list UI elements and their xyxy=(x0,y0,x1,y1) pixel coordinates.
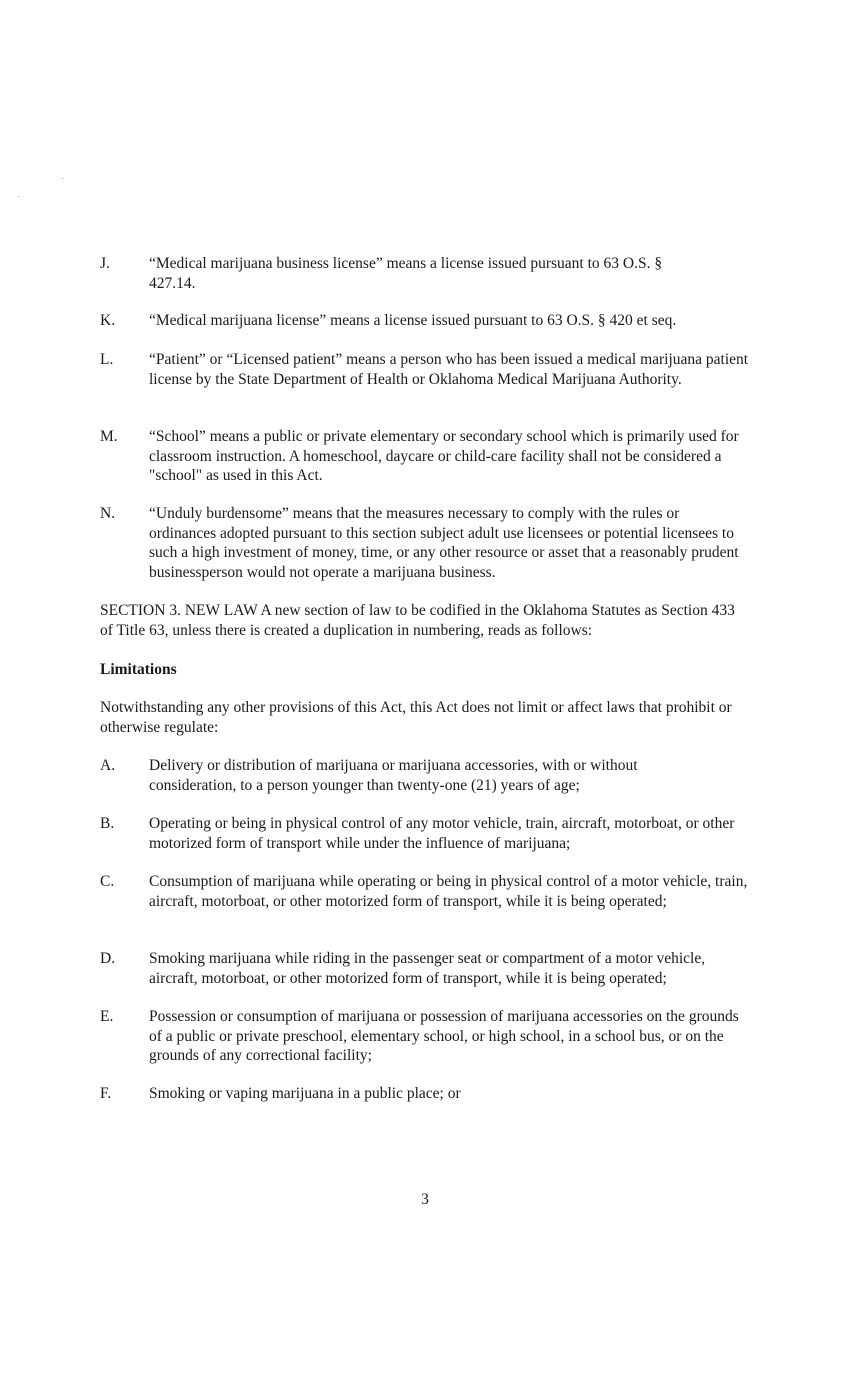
limitation-e xyxy=(100,1007,760,1066)
definition-n xyxy=(100,504,760,582)
limitation-d xyxy=(100,949,760,988)
item-text: Operating or being in physical control of any motor vehicle, train, aircraft, motorboat, or other motorized form of transport while under the influence of marijuana; xyxy=(149,815,735,852)
item-letter: N. xyxy=(100,505,116,522)
item-letter: B. xyxy=(100,815,115,832)
definition-l xyxy=(100,350,760,389)
item-letter: F. xyxy=(100,1085,112,1102)
item-letter: A. xyxy=(100,757,116,774)
scan-speck xyxy=(62,178,63,179)
definition-m xyxy=(100,427,760,486)
item-text: Consumption of marijuana while operating or being in physical control of a motor vehicle, train, aircraft, motorboat, or other motorized form of transport, while it is being operated; xyxy=(149,873,748,910)
limitation-c xyxy=(100,872,760,911)
item-text: Possession or consumption of marijuana or possession of marijuana accessories on the grounds of a public or private preschool, elementary school, or high school, in a school bus, or on the grounds of any correctional facility; xyxy=(149,1008,739,1064)
item-text: “School” means a public or private elementary or secondary school which is primarily used for classroom instruction. A homeschool, daycare or child-care facility shall not be considered a "school" as used in this Act. xyxy=(149,428,739,484)
item-letter: E. xyxy=(100,1008,114,1025)
page-number: 3 xyxy=(421,1191,429,1208)
item-text: Delivery or distribution of marijuana or marijuana accessories, with or without consideration, to a person younger than twenty-one (21) years of age; xyxy=(149,757,638,794)
item-text: “Medical marijuana license” means a license issued pursuant to 63 O.S. § 420 et seq. xyxy=(149,312,677,329)
definition-k xyxy=(100,311,760,331)
item-letter: L. xyxy=(100,351,114,368)
item-text: “Patient” or “Licensed patient” means a person who has been issued a medical marijuana patient license by the State Department of Health or Oklahoma Medical Marijuana Authority. xyxy=(149,351,749,388)
definition-j xyxy=(100,254,760,293)
scan-speck xyxy=(18,196,19,197)
limitations-intro: Notwithstanding any other provisions of this Act, this Act does not limit or affect laws that prohibit or otherwise regulate: xyxy=(100,699,732,736)
item-letter: C. xyxy=(100,873,115,890)
item-text: “Medical marijuana business license” means a license issued pursuant to 63 O.S. § 427.14. xyxy=(149,255,663,292)
limitation-b xyxy=(100,814,760,853)
item-letter: M. xyxy=(100,428,118,445)
limitations-heading: Limitations xyxy=(100,661,177,678)
item-text: “Unduly burdensome” means that the measures necessary to comply with the rules or ordinances adopted pursuant to this section subject adult use licensees or potential licensees to such a high investment of money, time, or any other resource or asset that a reasonably prudent businessperson would not operate a marijuana business. xyxy=(149,505,739,581)
item-text: Smoking or vaping marijuana in a public place; or xyxy=(149,1085,461,1102)
item-letter: K. xyxy=(100,312,116,329)
item-text: Smoking marijuana while riding in the passenger seat or compartment of a motor vehicle, aircraft, motorboat, or other motorized form of transport, while it is being operated; xyxy=(149,950,706,987)
section-3-paragraph: SECTION 3. NEW LAW A new section of law to be codified in the Oklahoma Statutes as Section 433 of Title 63, unless there is created a duplication in numbering, reads as follows: xyxy=(100,602,735,639)
item-letter: J. xyxy=(100,255,110,272)
limitation-a xyxy=(100,756,760,795)
limitation-f xyxy=(100,1084,760,1104)
item-letter: D. xyxy=(100,950,116,967)
